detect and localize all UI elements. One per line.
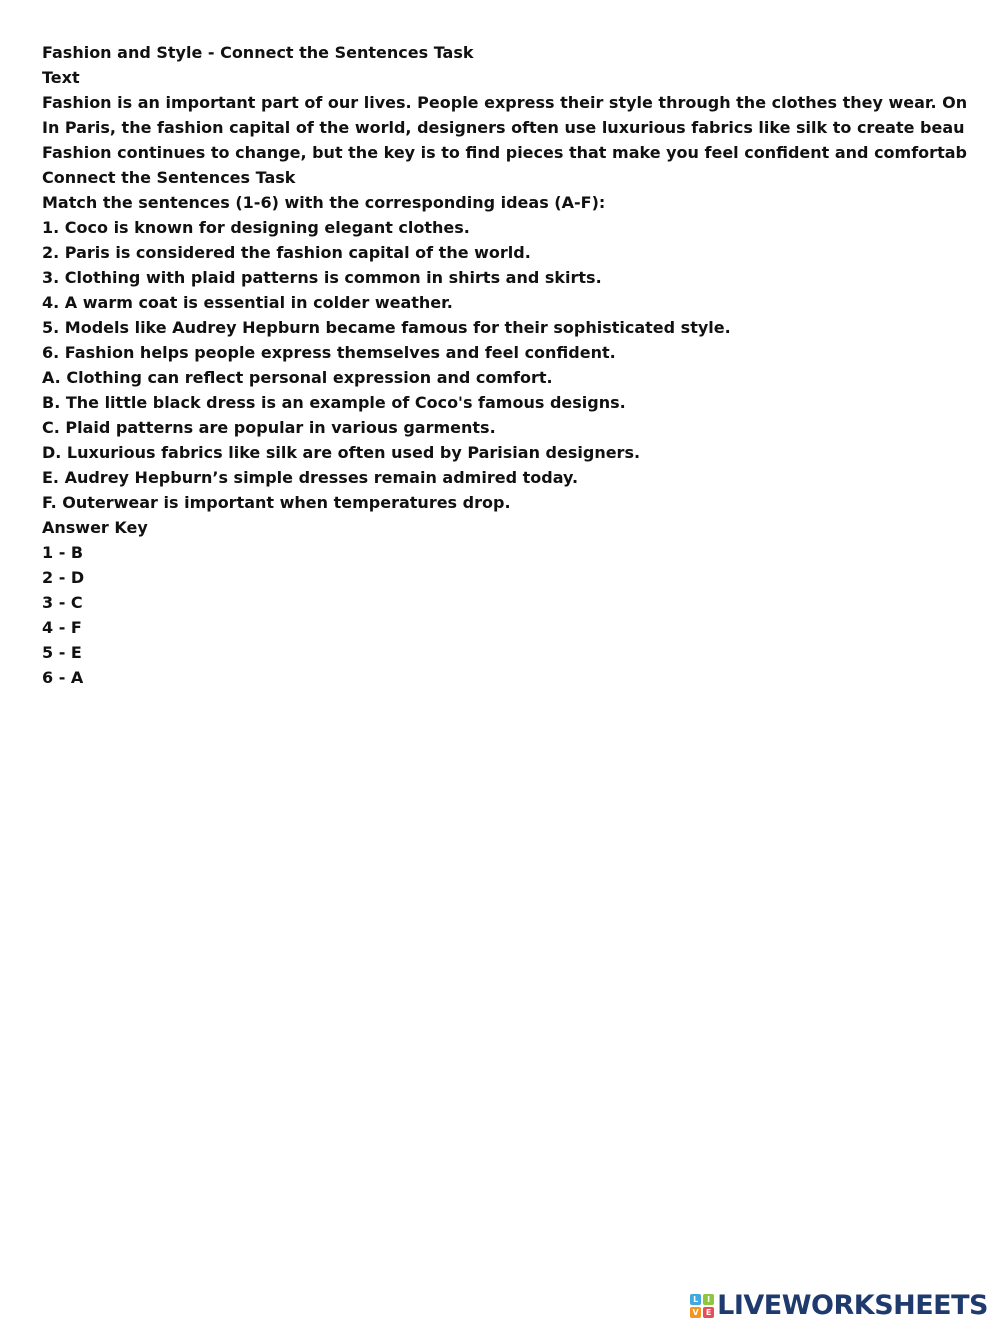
answer-key-heading: Answer Key bbox=[42, 518, 148, 537]
idea-item: B. The little black dress is an example of Coco's famous designs. bbox=[42, 393, 626, 412]
paragraph-line: Fashion continues to change, but the key is to find pieces that make you feel confident and comfortab bbox=[42, 143, 967, 162]
text-heading: Text bbox=[42, 68, 80, 87]
logo-mark-cell: E bbox=[703, 1307, 714, 1318]
sentence-item: 2. Paris is considered the fashion capital of the world. bbox=[42, 243, 531, 262]
paragraph-line: In Paris, the fashion capital of the world, designers often use luxurious fabrics like silk to create beau bbox=[42, 118, 965, 137]
answer-item: 1 - B bbox=[42, 543, 84, 562]
sentence-item: 4. A warm coat is essential in colder weather. bbox=[42, 293, 453, 312]
idea-item: A. Clothing can reflect personal expression and comfort. bbox=[42, 368, 553, 387]
sentence-item: 6. Fashion helps people express themselves and feel confident. bbox=[42, 343, 616, 362]
idea-item: F. Outerwear is important when temperatures drop. bbox=[42, 493, 511, 512]
answer-item: 4 - F bbox=[42, 618, 82, 637]
logo-mark-cell: I bbox=[703, 1294, 714, 1305]
sentence-item: 5. Models like Audrey Hepburn became famous for their sophisticated style. bbox=[42, 318, 731, 337]
logo-mark-cell: V bbox=[690, 1307, 701, 1318]
task-instruction: Match the sentences (1-6) with the corresponding ideas (A-F): bbox=[42, 193, 606, 212]
idea-item: E. Audrey Hepburn’s simple dresses remain admired today. bbox=[42, 468, 579, 487]
liveworksheets-logo-text: LIVEWORKSHEETS bbox=[717, 1290, 988, 1321]
answer-item: 5 - E bbox=[42, 643, 82, 662]
worksheet-title: Fashion and Style - Connect the Sentences Task bbox=[42, 43, 474, 62]
liveworksheets-logo bbox=[690, 1291, 988, 1321]
sentence-item: 1. Coco is known for designing elegant clothes. bbox=[42, 218, 470, 237]
sentence-item: 3. Clothing with plaid patterns is common in shirts and skirts. bbox=[42, 268, 602, 287]
answer-item: 2 - D bbox=[42, 568, 85, 587]
task-heading: Connect the Sentences Task bbox=[42, 168, 296, 187]
idea-item: C. Plaid patterns are popular in various garments. bbox=[42, 418, 496, 437]
idea-item: D. Luxurious fabrics like silk are often used by Parisian designers. bbox=[42, 443, 641, 462]
answer-item: 3 - C bbox=[42, 593, 83, 612]
worksheet-content bbox=[42, 40, 1000, 690]
answer-item: 6 - A bbox=[42, 668, 84, 687]
logo-mark-cell: L bbox=[690, 1294, 701, 1305]
liveworksheets-logo-icon bbox=[690, 1294, 714, 1318]
paragraph-line: Fashion is an important part of our lives. People express their style through the clothes they wear. On bbox=[42, 93, 968, 112]
